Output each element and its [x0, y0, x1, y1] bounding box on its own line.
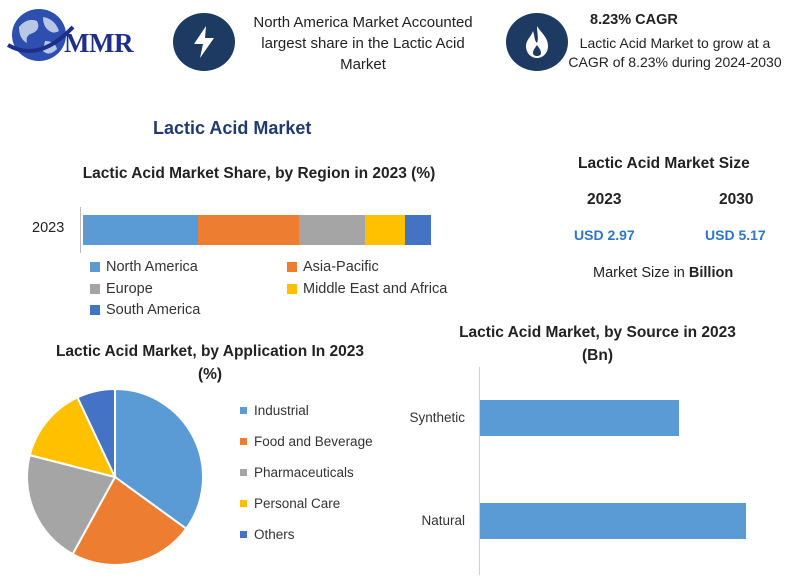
region-chart-axis [80, 207, 81, 253]
legend-label: Personal Care [254, 496, 341, 511]
application-legend-personal-care [240, 496, 340, 511]
source-bar-synthetic [480, 400, 679, 436]
legend-swatch [90, 284, 100, 294]
legend-swatch [90, 305, 100, 315]
source-bar-natural [480, 503, 746, 539]
cagr-description: Lactic Acid Market to grow at a CAGR of 8.23% during 2024-2030 [568, 35, 782, 70]
region-bar-segment-middle-east-and-africa [365, 215, 405, 245]
application-legend-others [240, 527, 295, 542]
legend-swatch [240, 438, 247, 445]
market-size-year-start: 2023 [587, 191, 622, 208]
legend-label: Middle East and Africa [303, 281, 448, 297]
legend-label: Industrial [254, 403, 309, 418]
region-chart-title: Lactic Acid Market Share, by Region in 2023 (%) [82, 165, 436, 182]
source-chart-title: Lactic Acid Market, by Source in 2023 (Bn) [459, 324, 736, 364]
legend-label: North America [106, 259, 198, 275]
flame-icon [506, 13, 568, 71]
region-legend-europe [90, 281, 153, 297]
region-legend-asia-pacific [287, 259, 379, 275]
legend-label: South America [106, 302, 201, 318]
market-size-year-end: 2030 [719, 191, 754, 208]
application-legend-pharmaceuticals [240, 465, 354, 480]
legend-swatch [287, 284, 297, 294]
market-size-value-end: USD 5.17 [705, 227, 766, 243]
legend-swatch [240, 407, 247, 414]
region-bar-segment-north-america [83, 215, 198, 245]
source-label-natural: Natural [421, 513, 465, 528]
region-bar-segment-europe [299, 215, 365, 245]
application-chart-title: Lactic Acid Market, by Application In 2023 (%) [55, 343, 365, 383]
application-pie-chart [15, 385, 215, 575]
region-legend-south-america [90, 302, 200, 318]
legend-swatch [240, 531, 247, 538]
region-chart-category: 2023 [32, 220, 65, 236]
legend-swatch [240, 469, 247, 476]
lightning-icon [173, 13, 235, 71]
legend-label: Pharmaceuticals [254, 465, 354, 480]
market-size-note: Market Size in Billion [593, 265, 734, 281]
legend-label: Europe [106, 281, 153, 297]
header-highlight-text: North America Market Accounted largest share in the Lactic Acid Market [253, 14, 473, 73]
market-size-value-start: USD 2.97 [574, 227, 635, 243]
legend-swatch [287, 262, 297, 272]
legend-label: Others [254, 527, 295, 542]
region-legend-middle-east-and-africa [287, 281, 447, 297]
legend-label: Asia-Pacific [303, 259, 379, 275]
source-label-synthetic: Synthetic [409, 410, 465, 425]
application-legend-food-and-beverage [240, 434, 373, 449]
region-legend-north-america [90, 259, 198, 275]
legend-swatch [90, 262, 100, 272]
page-title: Lactic Acid Market [153, 118, 312, 138]
region-stacked-bar [83, 215, 431, 245]
region-bar-segment-asia-pacific [198, 215, 299, 245]
cagr-title: 8.23% CAGR [590, 12, 678, 28]
legend-swatch [240, 500, 247, 507]
legend-label: Food and Beverage [254, 434, 373, 449]
source-chart-axis [479, 367, 480, 575]
application-legend-industrial [240, 403, 309, 418]
market-size-title: Lactic Acid Market Size [578, 155, 750, 172]
logo-text: MMR [64, 28, 133, 58]
region-bar-segment-south-america [405, 215, 431, 245]
